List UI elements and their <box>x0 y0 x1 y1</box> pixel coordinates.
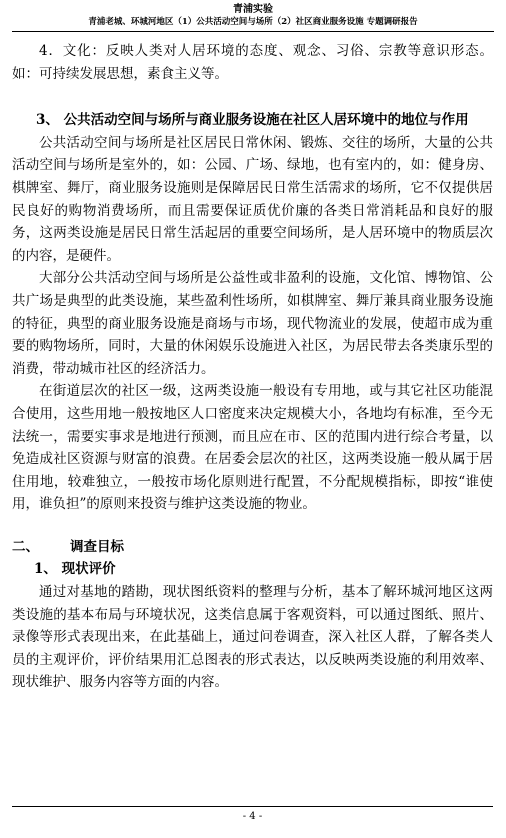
section-2-number: 二、 <box>12 538 39 555</box>
header-divider <box>12 31 494 32</box>
spacer <box>12 516 493 536</box>
page-body <box>12 40 493 694</box>
paragraph-3: 在街道层次的社区一级，这两类设施一般设有专用地，或与其它社区功能混合使用，这些用地一般按地区人口密度来决定规模大小，各地均有标准，至今无法统一，需要实事求是地进行预测，而且应在市、区的范围内进行综合考量，以免造成社区资源与财富的浪费。在居委会层次的社区，这两类设施一般从属于居住用地，较难独立，一般按市场化原则进行配置，不分配规模指标，即按“谁使用，谁负担”的原则来投资与维护这类设施的物业。 <box>12 383 493 513</box>
header-title: 青浦实验 <box>233 4 273 15</box>
paragraph-2: 大部分公共活动空间与场所是公益性或非盈利的设施，文化馆、博物馆、公共广场是典型的此类设施，某些盈利性场所，如棋牌室、舞厅兼具商业服务设施的特征，典型的商业服务设施是商场与市场，现代物流业的发展，使超市成为重要的购物场所，同时，大量的休闲娱乐设施进入社区，为居民带去各类康乐型的消费，带动城市社区的经济活力。 <box>12 270 493 377</box>
culture-item: 4．文化：反映人类对人居环境的态度、观念、习俗、宗教等意识形态。如：可持续发展思想，素食主义等。 <box>12 43 493 82</box>
subsection-1-heading: 1、 现状评价 <box>34 561 116 578</box>
section-2-heading <box>12 536 493 559</box>
section-2-title: 调查目标 <box>70 538 124 555</box>
paragraph-1: 公共活动空间与场所是社区居民日常休闲、锻炼、交往的场所，大量的公共活动空间与场所是室外的，如：公园、广场、绿地，也有室内的，如：健身房、棋牌室、舞厅，商业服务设施则是保障居民日常生活需求的场所，它不仅提供居民良好的购物消费场所，而且需要保证质优价廉的各类日常消耗品和良好的服务，这两类设施是居民日常生活起居的重要空间场所，是人居环境中的物质层次的内容，是硬件。 <box>12 134 493 264</box>
page-number: - 4 - <box>242 811 263 822</box>
page-header <box>12 4 494 32</box>
spacer <box>12 85 493 109</box>
header-subtitle: 青浦老城、环城河地区（1）公共活动空间与场所（2）社区商业服务设施 专题调研报告 <box>88 17 418 27</box>
page-footer <box>12 806 493 827</box>
paragraph-4: 通过对基地的踏勘，现状图纸资料的整理与分析，基本了解环城河地区这两类设施的基本布局与环境状况，这类信息属于客观资料，可以通过图纸、照片、录像等形式表现出来，在此基础上，通过问卷调查，深入社区人群，了解各类人员的主观评价，评价结果用汇总图表的形式表达，以反映两类设施的利用效率、现状维护、服务内容等方面的内容。 <box>12 584 493 691</box>
section-3-heading: 3、 公共活动空间与场所与商业服务设施在社区人居环境中的地位与作用 <box>36 112 469 129</box>
